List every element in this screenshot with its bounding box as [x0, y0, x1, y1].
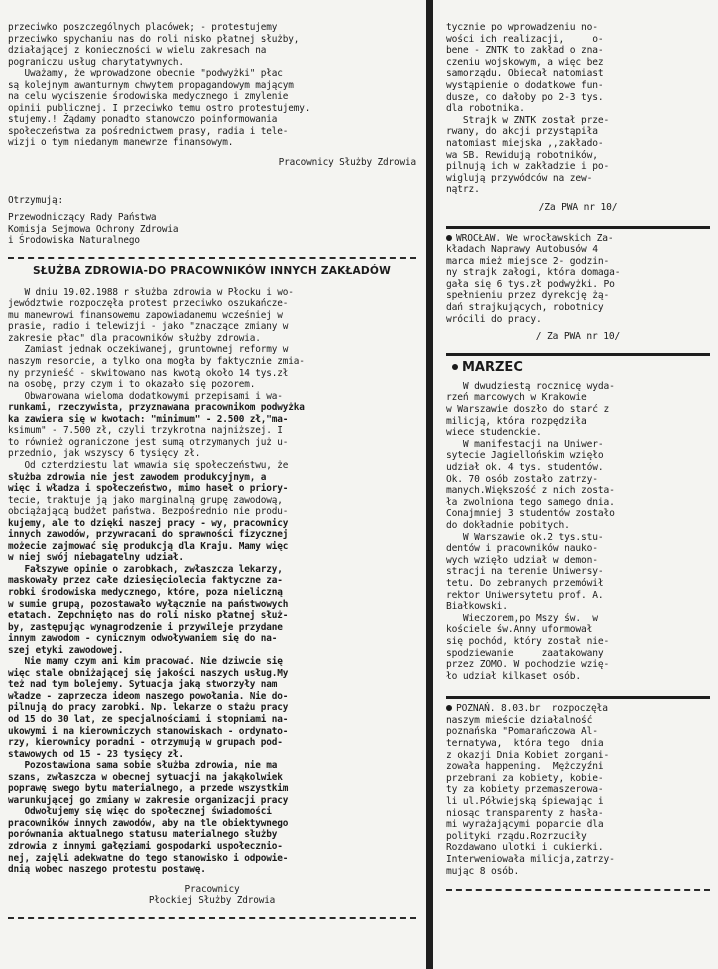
text-line: opinii publicznej. I przeciwko temu ostro protestujemy.: [8, 102, 311, 114]
text-line: możecie zajmować się produkcją dla Kraju. Mamy więc: [8, 540, 289, 552]
text-line: więc i władza i społeczeństwo, mimo haseł o priory-: [8, 483, 289, 495]
text-line: samorządu. Obiecał natomiast: [446, 68, 604, 80]
text-line: szej etyki zawodowej.: [8, 644, 124, 656]
text-line: milicją, która rozpędziła: [446, 415, 587, 427]
text-line: spełnieniu przez dyrekcję żą-: [446, 290, 610, 302]
text-line: Białkowski.: [446, 601, 508, 613]
text-line: W dwudziestą rocznicę wyda-: [446, 380, 615, 392]
text-line: są kolejnym awanturnym chwytem propagandowym mającym: [8, 79, 294, 91]
text-line: z okazji Dnia Kobiet zorgani-: [446, 749, 610, 761]
text-line: Pozostawiona sama sobie służba zdrowia, nie ma: [8, 760, 278, 772]
text-line: wości ich realizacji, o-: [446, 33, 604, 45]
text-line: ty za kobiety przemaszerowa-: [446, 784, 604, 796]
text-line: dusze, co dałoby po 2-3 tys.: [446, 91, 604, 103]
text-line: rwany, do akcji przystąpiła: [446, 126, 598, 138]
text-line: runkami, rzeczywista, przyznawana pracownikom podwyżka: [8, 402, 305, 414]
text-line: rektor Uniwersytetu prof. A.: [446, 589, 604, 601]
text-line: stawowych od 15 - 23 tysięcy zł.: [8, 748, 184, 760]
text-line: polityki rządu.Rozrzuciły: [446, 830, 587, 842]
text-line: wizji o tym niedanym manewrze finansowym.: [8, 137, 234, 149]
section-divider: [446, 226, 710, 229]
text-line: Odwołujemy się więc do społecznej świadomości: [8, 806, 272, 818]
text-line: udział ok. 4 tys. studentów.: [446, 462, 604, 473]
section-divider: [446, 353, 710, 356]
text-line: rzeń marcowych w Krakowie: [446, 392, 587, 404]
text-line: POZNAŃ. 8.03.br rozpoczęła: [446, 703, 710, 715]
text-line: na celu wyciszenie środowiska medycznego i zmylenie: [8, 91, 289, 103]
source-note: /Za PWA nr 10/: [538, 201, 618, 213]
text-line: Nie mamy czym ani kim pracować. Nie dziwcie się: [8, 656, 283, 668]
text-line: kładach Naprawy Autobusów 4: [446, 244, 598, 256]
text-line: W Warszawie ok.2 tys.stu-: [446, 531, 604, 543]
text-line: społeczeństwa za pośrednictwem prasy, radia i tele-: [8, 125, 289, 137]
text-line: tetu. Do zebranych przemówił: [446, 577, 604, 589]
text-line: Obwarowana wieloma dodatkowymi przepisami i wa-: [8, 390, 283, 402]
text-line: władze - zaprzecza ideom naszego powołania. Nie do-: [8, 690, 289, 702]
text-line: nej, zajęli adekwatne do tego stanowisko i odpowie-: [8, 852, 289, 864]
text-line: sytecie Jagiellońskim wzięło: [446, 450, 604, 462]
text-line: czeniu wojskowym, a więc bez: [446, 56, 604, 68]
text-line: dań strajkujących, robotnicy: [446, 302, 604, 314]
text-line: pograniczu usług charytatywnych.: [8, 56, 184, 68]
article-signature: Pracownicy: [184, 883, 240, 895]
text-line: w niej swój niebagatelny udział.: [8, 552, 184, 564]
text-line: tycznie po wprowadzeniu no-: [446, 22, 598, 33]
text-line: Uważamy, że wprowadzone obecnie "podwyżki" płac: [8, 68, 283, 80]
text-line: dentów i pracowników nauko-: [446, 543, 598, 555]
text-line: nątrz.: [446, 184, 480, 196]
intro-text: [8, 22, 416, 149]
text-line: przeciwko spychaniu nas do roli nisko płatnej służby,: [8, 33, 300, 45]
text-line: w sumie grupą, pozostawało wyłącznie na państwowych: [8, 598, 289, 610]
text-line: innym zawodom - cynicznym odwoływaniem się do na-: [8, 633, 278, 645]
section-divider: [446, 889, 710, 891]
marzec-article: [446, 381, 710, 682]
text-line: Rozdawano ulotki i cukierki.: [446, 842, 604, 854]
text-line: W dniu 19.02.1988 r służba zdrowia w Płocku i wo-: [8, 286, 294, 298]
text-line: Strajk w ZNTK został prze-: [446, 114, 610, 126]
wroclaw-article: [446, 233, 710, 326]
text-line: by, zastępując wynagrodzenie i przywileje przydane: [8, 621, 283, 633]
text-line: pilnują ich w zakładzie i po-: [446, 161, 610, 173]
text-line: poprawę swego bytu materialnego, a przede wszystkim: [8, 783, 289, 795]
text-line: maskowały przez całe dziesięciolecia faktyczne za-: [8, 575, 283, 587]
text-line: się pochód, który został nie-: [446, 635, 610, 647]
text-line: kościele św.Anny uformował: [446, 624, 593, 636]
poznan-article: [446, 703, 710, 877]
column-divider: [426, 0, 433, 969]
text-line: przebrani za kobiety, kobie-: [446, 772, 604, 784]
bullet-icon: [446, 705, 452, 711]
marzec-title: MARZEC: [452, 360, 710, 375]
text-line: do dokładnie pobitych.: [446, 519, 570, 531]
text-line: ny strajk załogi, która domaga-: [446, 267, 621, 279]
text-line: ła zwolniona tego samego dnia.: [446, 496, 615, 508]
text-line: szans, zwłaszcza w obecnej sytuacji na jakąkolwiek: [8, 771, 283, 783]
text-line: więc stale obniżającej się jakości naszych usług.My: [8, 667, 289, 679]
text-line: to również ograniczone jest sumą otrzymanych już u-: [8, 436, 289, 448]
text-line: ukowymi i na kierowniczych stanowiskach - ordynato-: [8, 725, 289, 737]
article-body: [8, 287, 416, 876]
bullet-icon: [452, 364, 458, 370]
text-line: przeciwko poszczególnych placówek; - protestujemy: [8, 22, 278, 33]
text-line: pracowników innych zawodów, aby na tle obiektywnego: [8, 817, 289, 829]
text-line: robki środowiska medycznego, które, poza nieliczną: [8, 586, 283, 598]
text-line: ny przynieść - skwitowano nas kwotą około 14 tys.zł: [8, 367, 289, 379]
zntk-article: [446, 22, 710, 196]
text-line: mi wyrażającymi poparcie dla: [446, 819, 604, 831]
text-line: Od czterdziestu lat wmawia się społeczeństwu, że: [8, 459, 289, 471]
right-column: [446, 0, 710, 895]
text-line: marca mież miejsce 2- godzin-: [446, 255, 610, 267]
recipient: i Środowiska Naturalnego: [8, 235, 140, 247]
article-signature: Płockiej Służby Zdrowia: [148, 895, 276, 907]
intro-signature: Pracownicy Służby Zdrowia: [278, 157, 416, 169]
text-line: poznańska "Pomarańczowa Al-: [446, 726, 598, 738]
text-line: Zamiast jednak oczekiwanej, gruntownej reformy w: [8, 344, 289, 356]
left-column: [8, 0, 416, 923]
recipient: Komisja Sejmowa Ochrony Zdrowia: [8, 223, 179, 235]
text-line: ksimum" - 7.500 zł, czyli trzykrotna najniższej. I: [8, 425, 283, 437]
text-line: dnią wobec naszego protestu postawę.: [8, 864, 206, 876]
source-note: / Za PWA nr 10/: [535, 331, 621, 343]
text-line: obciążającą budżet państwa. Bezpośrednio nie produ-: [8, 506, 289, 518]
text-line: Ok. 70 osób zostało zatrzy-: [446, 473, 598, 485]
text-line: naszym resorcie, a tylko ona mogła by faktycznie zmia-: [8, 356, 305, 368]
text-line: naszym mieście działalność: [446, 714, 593, 726]
text-line: spodziewanie zaatakowany: [446, 647, 604, 659]
text-line: zowała happening. Mężczyźni: [446, 761, 604, 773]
text-line: kujemy, ale to dzięki naszej pracy - wy, pracownicy: [8, 517, 289, 529]
text-line: przez ZOMO. W pochodzie wzię-: [446, 659, 610, 671]
text-line: gała się 6 tys.zł podwyżki. Po: [446, 278, 615, 290]
text-line: Conajmniej 3 studentów zostało: [446, 508, 615, 520]
text-line: warunkującej go zmiany w zakresie organizacji pracy: [8, 794, 289, 806]
text-line: przednio, jak wszyscy 6 tysięcy zł.: [8, 448, 201, 460]
section-divider: [446, 696, 710, 699]
text-line: mując 8 osób.: [446, 865, 520, 877]
text-line: wrócili do pracy.: [446, 313, 542, 325]
text-line: niosąc transparenty z hasła-: [446, 807, 604, 819]
text-line: rzy, kierownicy poradni - otrzymują w grupach pod-: [8, 737, 283, 749]
text-line: jewództwie rozpoczęła protest przeciwko oszukańcze-: [8, 298, 289, 310]
text-line: innych zawodów, przywracani do sprawności fizycznej: [8, 529, 289, 541]
text-line: w Warszawie doszło do starć z: [446, 404, 610, 416]
text-line: zakresie płac" dla pracowników służby zdrowia.: [8, 332, 261, 344]
recipient: Przewodniczący Rady Państwa: [8, 212, 157, 224]
text-line: prasie, radio i telewizji - jako "znaczące zmiany w: [8, 321, 289, 333]
text-line: stujemy.! Żądamy ponadto stanowczo poinformowania: [8, 114, 278, 126]
text-line: zdrowia z innymi gałęziami gospodarki uspołecznio-: [8, 841, 283, 852]
text-line: natomiast miejska ,,zakłado-: [446, 137, 604, 149]
recipients-label: Otrzymują:: [8, 194, 63, 206]
text-line: wa SB. Rewidują robotników,: [446, 149, 598, 161]
text-line: li ul.Półwiejską śpiewając i: [446, 796, 604, 808]
text-line: pilnują do pracy zarobki. Np. lekarze o stażu pracy: [8, 702, 289, 714]
text-line: etatach. Zepchnięto nas do roli nisko płatnej służ-: [8, 610, 289, 622]
text-line: działającej z konieczności w wielu zakresach na: [8, 45, 267, 57]
text-line: wiglują przywódców na zew-: [446, 172, 593, 184]
text-line: ternatywa, która tego dnia: [446, 738, 604, 750]
section-divider: [8, 257, 416, 259]
text-line: dla robotnika.: [446, 103, 525, 115]
text-line: W manifestacji na Uniwer-: [446, 438, 604, 450]
text-line: ło udział kilkaset osób.: [446, 670, 582, 682]
text-line: na osobę, przy czym i to okazało się pozorem.: [8, 379, 256, 391]
article-headline: SŁUŻBA ZDROWIA-DO PRACOWNIKÓW INNYCH ZAKŁADÓW: [32, 264, 392, 277]
text-line: wiece studenckie.: [446, 427, 542, 439]
text-line: Wieczorem,po Mszy św. w: [446, 612, 598, 624]
text-line: ka zawiera się w kwotach: "minimum" - 2.500 zł,"ma-: [8, 413, 289, 425]
text-line: też nad tym bolejemy. Sytuacja jaką stworzyły nam: [8, 679, 278, 691]
text-line: służba zdrowia nie jest zawodem produkcyjnym, a: [8, 471, 267, 483]
text-line: wych wzięło udział w demon-: [446, 554, 598, 566]
text-line: wystąpienie o dodatkowe fun-: [446, 79, 604, 91]
text-line: od 15 do 30 lat, ze specjalnościami i stopniami na-: [8, 713, 289, 725]
text-line: stracji na terenie Uniwersy-: [446, 566, 604, 578]
text-line: Interweniowała milicja,zatrzy-: [446, 854, 615, 865]
section-divider: [8, 917, 416, 919]
text-line: WROCŁAW. We wrocławskich Za-: [446, 233, 710, 245]
bullet-icon: [446, 235, 452, 241]
text-line: manych.Większość z nich zosta-: [446, 485, 615, 497]
text-line: mu manewrowi finansowemu zapowiadanemu wcześniej w: [8, 309, 283, 321]
text-line: bene - ZNTK to zakład o zna-: [446, 45, 604, 57]
text-line: tecie, traktuje ją jako marginalną grupę zawodową,: [8, 494, 283, 506]
text-line: Fałszywe opinie o zarobkach, zwłaszcza lekarzy,: [8, 563, 283, 575]
text-line: porównania aktualnego statusu materialnego służby: [8, 829, 278, 841]
